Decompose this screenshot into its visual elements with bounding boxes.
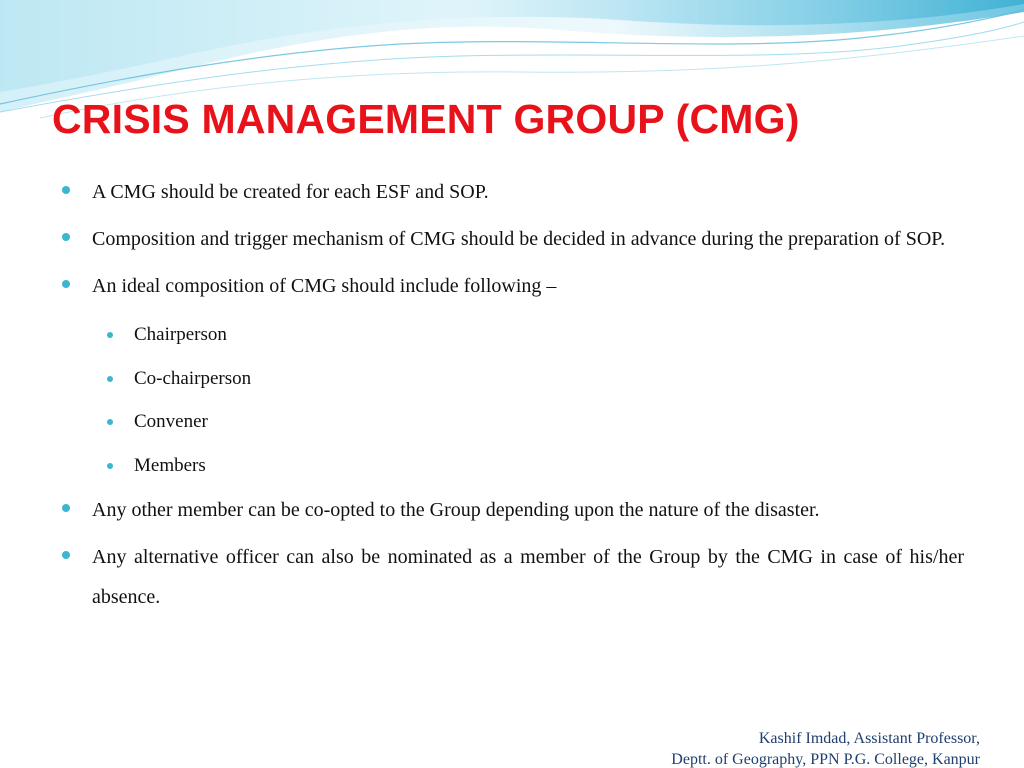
sub-bullet-icon	[107, 332, 113, 338]
sub-bullet-item	[62, 444, 964, 488]
sub-bullet-icon	[107, 463, 113, 469]
sub-bullet-text: Members	[134, 454, 206, 476]
bullet-item	[62, 266, 964, 306]
sub-bullet-item	[62, 357, 964, 401]
bullet-item	[62, 490, 964, 530]
footer-author: Kashif Imdad, Assistant Professor,	[758, 730, 980, 747]
sub-bullet-list	[62, 313, 964, 487]
footer-affiliation: Deptt. of Geography, PPN P.G. College, Kanpur	[671, 751, 980, 768]
slide-footer	[671, 728, 980, 768]
sub-bullet-text: Co-chairperson	[134, 367, 252, 389]
sub-bullet-item	[62, 400, 964, 444]
sub-bullet-group	[62, 313, 964, 487]
bullet-icon	[62, 280, 70, 288]
bullet-icon	[62, 233, 70, 241]
bullet-icon	[62, 504, 70, 512]
sub-bullet-icon	[107, 419, 113, 425]
bullet-icon	[62, 186, 70, 194]
bullet-item	[62, 537, 964, 617]
sub-bullet-text: Convener	[134, 411, 208, 432]
bullet-text: An ideal composition of CMG should include following –	[92, 275, 557, 297]
sub-bullet-item	[62, 313, 964, 357]
bullet-item	[62, 172, 964, 212]
slide-title: CRISIS MANAGEMENT GROUP (CMG)	[52, 96, 800, 142]
bullet-text: Composition and trigger mechanism of CMG should be decided in advance during the preparation of SOP.	[92, 228, 946, 250]
sub-bullet-icon	[107, 376, 113, 382]
sub-bullet-text: Chairperson	[134, 324, 227, 345]
bullet-text: A CMG should be created for each ESF and SOP.	[92, 181, 489, 203]
bullet-text: Any alternative officer can also be nominated as a member of the Group by the CMG in case of his/her absence.	[92, 546, 964, 608]
bullet-item	[62, 219, 964, 259]
bullet-icon	[62, 551, 70, 559]
bullet-text: Any other member can be co-opted to the Group depending upon the nature of the disaster.	[92, 499, 820, 521]
bullet-list	[62, 172, 964, 624]
